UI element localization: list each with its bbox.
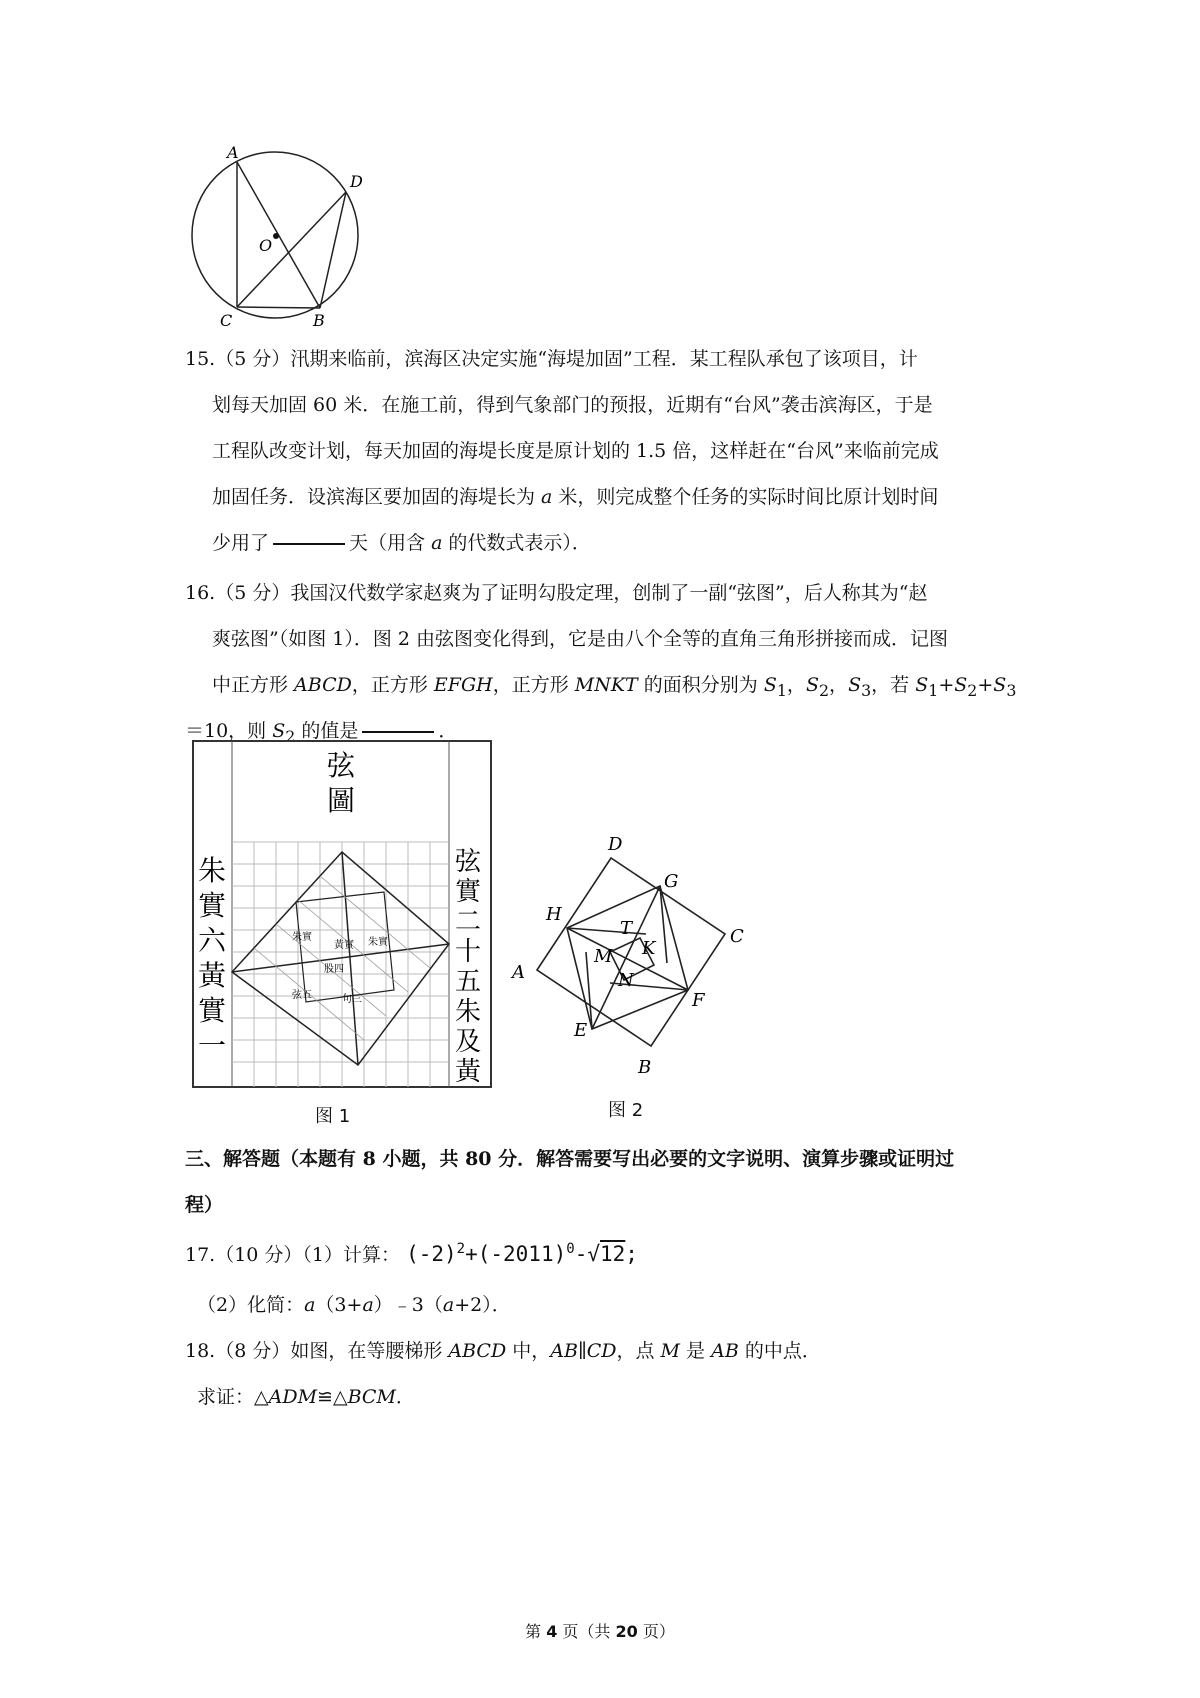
fig1-right-7: 及 [455, 1027, 482, 1057]
q18-line2 [197, 1384, 415, 1410]
q16-text: 中正方形 [212, 674, 295, 696]
q18-text: ． [395, 1386, 415, 1408]
fig1-right-1: 弦 [455, 847, 482, 877]
q16-text: ＝10，则 [185, 720, 273, 742]
fig1-inner-4: 股四 [324, 964, 344, 975]
fig1-inner-5: 句三 [342, 994, 362, 1005]
q17-text: 17.（10 分）（1）计算： [185, 1244, 401, 1266]
q18-text: 求证：△ [197, 1386, 269, 1408]
fig2-label-f: F [692, 990, 705, 1011]
q15-line5-text-c: 的代数式表示）． [442, 532, 591, 554]
fig2-label-t: T [620, 918, 633, 939]
fig1-left-2: 實 [198, 889, 227, 922]
q18-line1 [185, 1338, 821, 1364]
sqrt-sign: √ [587, 1242, 600, 1266]
q16-line1: 16.（5 分）我国汉代数学家赵爽为了证明勾股定理，创制了一副“弦图”，后人称其为“赵 [185, 582, 928, 604]
footer-text: 页（共 [557, 1622, 616, 1641]
s2-sub: 2 [818, 680, 830, 700]
fig1-title-2: 圖 [327, 784, 356, 817]
figure2-caption: 图 2 [608, 1100, 644, 1121]
q15-line2: 划每天加固 60 米．在施工前，得到气象部门的预报，近期有“台风”袭击滨海区，于是 [212, 394, 933, 416]
q17-text: ）﹣3（ [373, 1294, 443, 1316]
expr-part: - [574, 1242, 588, 1266]
q15-line1: 15.（5 分）汛期来临前，滨海区决定实施“海堤加固”工程．某工程队承包了该项目，计 [185, 348, 918, 370]
parallel-symbol: ∥ [577, 1340, 587, 1362]
fig2-label-c: C [730, 926, 744, 947]
q15-line4-text-a: 加固任务．设滨海区要加固的海堤长为 [212, 486, 542, 508]
triangle-bcm: BCM [347, 1386, 396, 1408]
triangle-adm: ADM [268, 1386, 318, 1408]
q15-line4 [212, 484, 938, 510]
total-pages: 20 [615, 1622, 638, 1641]
answer-blank-15 [273, 543, 345, 545]
segment-cb [237, 307, 320, 308]
fig2-label-e: E [574, 1020, 588, 1041]
q15-line3: 工程队改变计划，每天加固的海堤长度是原计划的 1.5 倍，这样赶在“台风”来临前完成 [212, 440, 939, 462]
square-efgh-shape [567, 886, 688, 1029]
q18-text: 中， [506, 1340, 551, 1362]
s2: S [954, 674, 968, 696]
fig2-label-b: B [638, 1057, 652, 1078]
fig2-label-k: K [642, 938, 656, 959]
circle-figure [180, 140, 410, 340]
fig1-title-1: 弦 [327, 749, 356, 782]
q16-text: 的面积分别为 [637, 674, 764, 696]
fig2-label-d: D [608, 834, 623, 855]
q17-expression [406, 1242, 638, 1266]
sep: ， [829, 674, 849, 696]
expr-part: +(-2011) [465, 1242, 567, 1266]
s1: S [763, 674, 777, 696]
q15-line5-text-b: 天（用含 [349, 532, 432, 554]
fig1-right-2: 實 [455, 877, 482, 907]
s2-sub: 2 [285, 726, 296, 746]
q18-text: 18.（8 分）如图，在等腰梯形 [185, 1340, 449, 1362]
label-b: B [313, 311, 325, 330]
q16-text: ，正方形 [492, 674, 575, 696]
square-abcd: ABCD [294, 674, 352, 696]
page-number: 4 [546, 1622, 558, 1641]
s1-sub: 1 [776, 680, 787, 700]
q16-text: ，若 [871, 674, 916, 696]
segment-cd [237, 192, 346, 307]
section3-heading-line2: 程） [185, 1194, 224, 1216]
square-mnkt: MNKT [574, 674, 638, 696]
fig1-left-3: 六 [198, 924, 227, 957]
fig1-inner-6: 弦五 [292, 990, 312, 1001]
q18-text: 的中点． [738, 1340, 821, 1362]
q15-line5-var: a [431, 532, 443, 554]
q18-ab: AB [550, 1340, 578, 1362]
figure1-xian-tu [192, 740, 492, 1088]
fig1-right-6: 朱 [455, 997, 482, 1027]
expr-radicand: 12 [600, 1242, 626, 1266]
expr-part: ; [625, 1242, 638, 1266]
fig1-left-5: 實 [198, 994, 227, 1027]
s3-sub: 3 [1006, 680, 1017, 700]
fig1-right-3: 二 [455, 907, 482, 937]
fig1-inner-3: 朱實 [368, 937, 388, 948]
fig2-label-a: A [512, 962, 525, 983]
q16-text: 的值是 [295, 720, 359, 742]
q17-text: （3+ [315, 1294, 363, 1316]
expr-exp: 2 [456, 1241, 466, 1257]
var-a: a [442, 1294, 455, 1316]
center-point [273, 233, 279, 239]
label-a: A [227, 143, 239, 162]
fig1-right-8: 黃 [455, 1057, 482, 1087]
fig2-label-h: H [546, 904, 562, 925]
var-a: a [362, 1294, 374, 1316]
q16-text: ，正方形 [351, 674, 434, 696]
triangle-symbol: △ [332, 1386, 348, 1408]
s3: S [848, 674, 862, 696]
fig2-label-n: N [618, 970, 634, 991]
fig1-left-1: 朱 [198, 854, 227, 887]
sep: ， [786, 674, 806, 696]
plus: + [977, 674, 994, 696]
s2: S [805, 674, 819, 696]
q17-text: +2）． [454, 1294, 511, 1316]
q18-m: M [660, 1340, 681, 1362]
label-d: D [350, 172, 363, 191]
q15-line4-text-b: 米，则完成整个任务的实际时间比原计划时间 [552, 486, 939, 508]
fig1-left-4: 黃 [198, 959, 227, 992]
s1-sub: 1 [928, 680, 939, 700]
fig1-right-5: 五 [455, 967, 482, 997]
q18-cd: CD [586, 1340, 617, 1362]
q18-abcd: ABCD [448, 1340, 507, 1362]
fig2-label-m: M [594, 946, 613, 967]
q15-var-a: a [541, 486, 553, 508]
footer-text: 页） [637, 1622, 675, 1641]
figure2-diagram [510, 830, 760, 1080]
figure1-caption: 图 1 [315, 1106, 351, 1127]
q18-text: 是 [680, 1340, 712, 1362]
s3: S [993, 674, 1007, 696]
q16-line2: 爽弦图”（如图 1）．图 2 由弦图变化得到，它是由八个全等的直角三角形拼接而成．记图 [212, 628, 949, 650]
expr-exp: 0 [566, 1241, 575, 1257]
square-abcd-shape [537, 858, 725, 1046]
q15-line5-text-a: 少用了 [212, 532, 270, 554]
q16-text: ． [438, 720, 458, 742]
page-footer [0, 1619, 1200, 1642]
fig2-label-g: G [664, 871, 679, 892]
section3-heading-line1: 三、解答题（本题有 8 小题，共 80 分．解答需要写出必要的文字说明、演算步骤或证明过 [185, 1148, 955, 1170]
expr-part: (-2) [406, 1242, 457, 1266]
footer-text: 第 [525, 1622, 547, 1641]
label-o: O [259, 236, 273, 255]
fig1-right-4: 十 [455, 937, 482, 967]
q17-line2 [197, 1292, 511, 1318]
q16-line3 [212, 672, 1016, 704]
square-efgh: EFGH [433, 674, 493, 696]
var-a: a [304, 1294, 316, 1316]
plus: + [938, 674, 955, 696]
s3-sub: 3 [861, 680, 872, 700]
fig1-inner-1: 朱實 [292, 932, 312, 943]
fig1-inner-2: 黃實 [334, 940, 354, 951]
q15-line5 [212, 530, 591, 556]
fig1-left-6: 一 [198, 1029, 227, 1062]
q18-ab: AB [711, 1340, 739, 1362]
congruent-symbol: ≌ [317, 1386, 333, 1408]
s2: S [272, 720, 286, 742]
q18-text: ，点 [616, 1340, 661, 1362]
s1: S [915, 674, 929, 696]
answer-blank-16 [362, 731, 434, 733]
segment-db [320, 192, 346, 308]
s2-sub: 2 [967, 680, 978, 700]
q17-line1 [185, 1236, 638, 1268]
q17-text: （2）化简： [197, 1294, 305, 1316]
label-c: C [220, 311, 233, 330]
